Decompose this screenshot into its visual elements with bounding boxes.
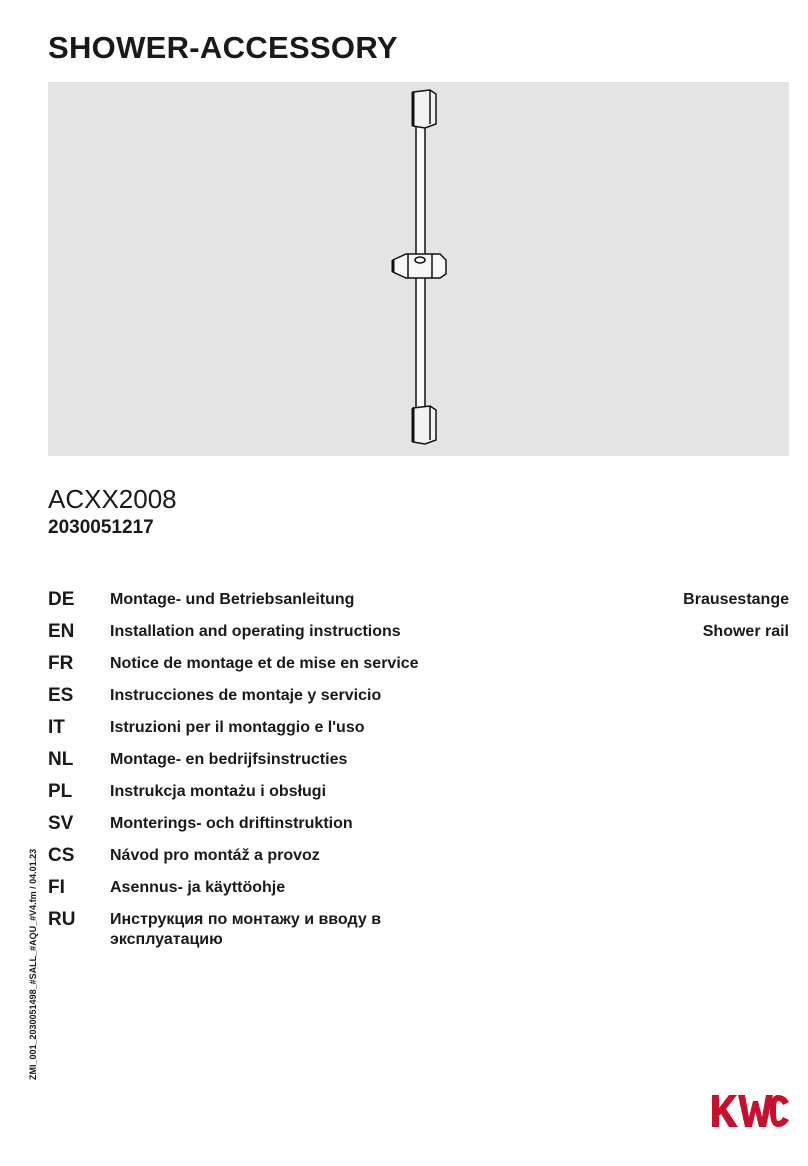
- document-code: ZMI_001_2030051498_#SALL_#AQU_#V4.fm / 04.01.23: [28, 848, 38, 1080]
- language-row-nl: [48, 748, 789, 780]
- language-row-en: [48, 620, 789, 652]
- top-bracket: [413, 90, 436, 128]
- language-code: RU: [48, 909, 76, 930]
- kwc-logo: [712, 1093, 790, 1129]
- language-row-de: [48, 588, 789, 620]
- shower-rail-illustration: [48, 82, 789, 456]
- language-title: Návod pro montáž a provoz: [110, 847, 320, 864]
- language-row-cs: [48, 844, 789, 876]
- language-title: Instrucciones de montaje y servicio: [110, 687, 382, 704]
- language-row-pl: [48, 780, 789, 812]
- language-code: SV: [48, 813, 74, 834]
- language-title: Installation and operating instructions: [110, 623, 401, 640]
- article-number: 2030051217: [48, 517, 154, 538]
- language-code: CS: [48, 845, 75, 866]
- language-list: [48, 588, 789, 964]
- language-title: Montage- en bedrijfsinstructies: [110, 751, 348, 768]
- language-row-fr: [48, 652, 789, 684]
- language-code: PL: [48, 781, 73, 802]
- language-title: Monterings- och driftinstruktion: [110, 815, 353, 832]
- model-number: ACXX2008: [48, 484, 177, 514]
- language-code: EN: [48, 621, 75, 642]
- language-code: FI: [48, 877, 65, 898]
- language-row-sv: [48, 812, 789, 844]
- language-code: DE: [48, 589, 75, 610]
- language-code: ES: [48, 685, 74, 706]
- language-title: Notice de montage et de mise en service: [110, 655, 419, 672]
- language-title: Montage- und Betriebsanleitung: [110, 591, 355, 608]
- language-title: Istruzioni per il montaggio e l'uso: [110, 719, 365, 736]
- bottom-bracket: [413, 406, 436, 444]
- language-code: IT: [48, 717, 65, 738]
- language-title: Инструкция по монтажу и вводу в эксплуатацию: [110, 911, 382, 948]
- page-title: SHOWER-ACCESSORY: [48, 30, 398, 65]
- language-row-it: [48, 716, 789, 748]
- language-row-fi: [48, 876, 789, 908]
- language-title: Instrukcja montażu i obsługi: [110, 783, 327, 800]
- language-code: FR: [48, 653, 74, 674]
- product-name: Shower rail: [702, 623, 789, 640]
- language-row-es: [48, 684, 789, 716]
- product-name: Brausestange: [683, 591, 789, 608]
- language-code: NL: [48, 749, 74, 770]
- language-title: Asennus- ja käyttöohje: [110, 879, 286, 896]
- language-row-ru: [48, 908, 789, 964]
- product-image: [48, 82, 789, 456]
